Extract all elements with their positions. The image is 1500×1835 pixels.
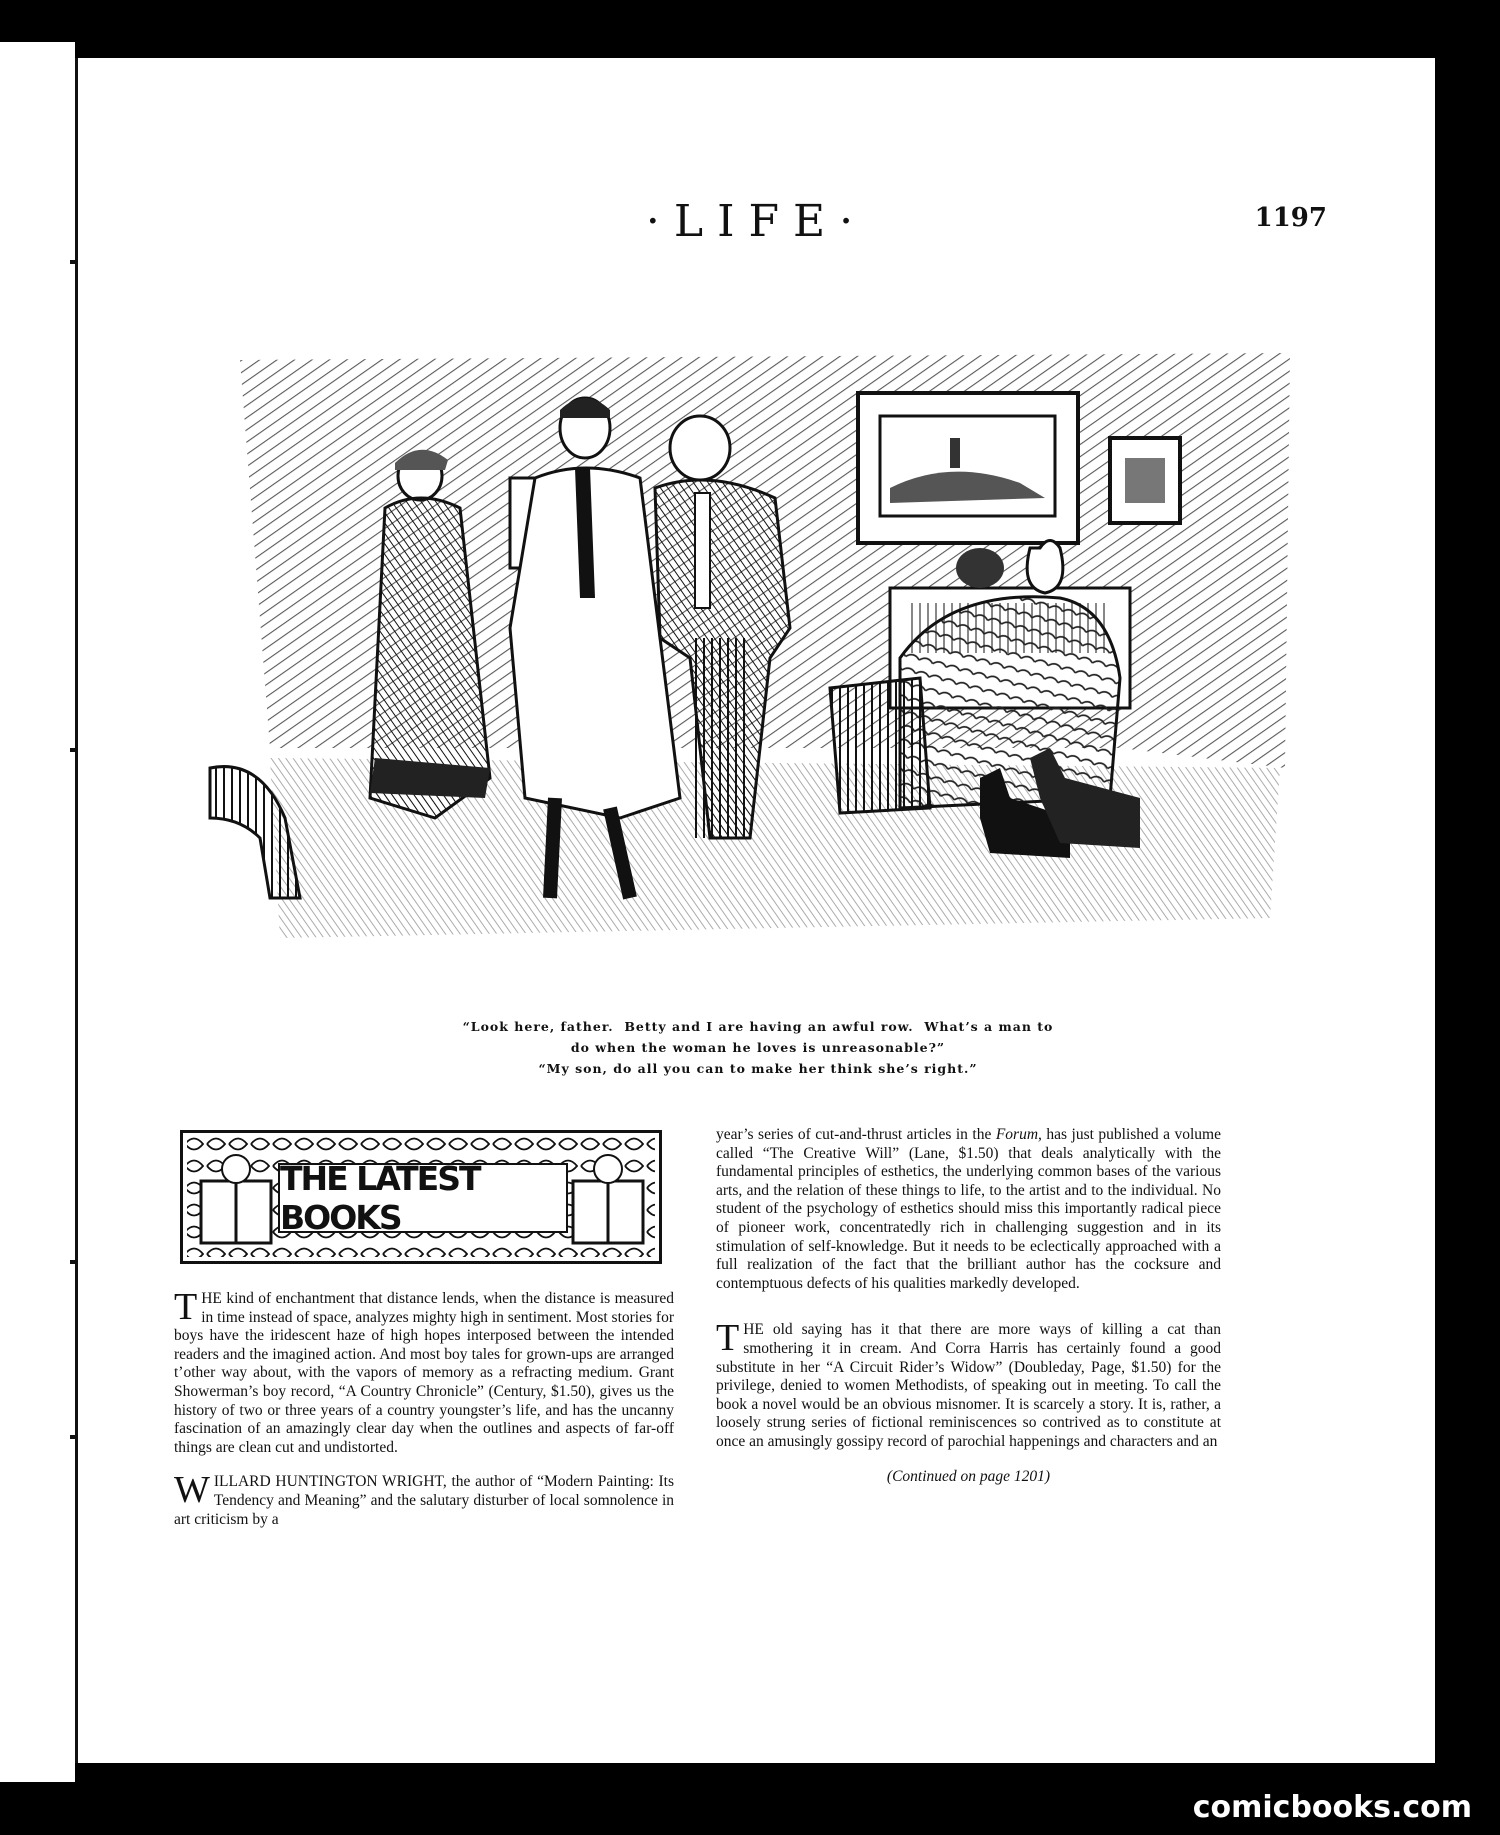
paragraph — [174, 1469, 674, 1529]
watermark: comicbooks.com — [1192, 1790, 1472, 1825]
page-number: 1197 — [1254, 203, 1327, 233]
cartoon-illustration — [190, 298, 1290, 1068]
section-title: THE LATEST BOOKS — [278, 1163, 568, 1233]
caption-line: “Look here, father. Betty and I are having an awful row. What’s a man to — [462, 1019, 1054, 1034]
paragraph-text: has just published a volume called “The Creative Will” (Lane, $1.50) that deals analytically with the fundamental principles of esthetics, the underlying common bases of the various arts, and the relation of these things to life, to the artist and to the individual. No student of the psychology of esthetics should miss this importantly radical piece of pioneer work, concentratedly rich in challenging suggestion and in its stimulation of self-knowledge. But it needs to be eclectically approached with a full realization of the fact that the brilliant author has the cocksure and contemptuous defects of his qualities markedly developed. — [716, 1126, 1221, 1292]
paragraph — [716, 1126, 1221, 1293]
right-column — [716, 1126, 1221, 1486]
latest-books-banner — [180, 1130, 662, 1264]
left-column — [174, 1286, 674, 1545]
paragraph — [716, 1317, 1221, 1451]
periodical-title: Forum, — [995, 1126, 1042, 1143]
paragraph-text: year’s series of cut-and-thrust articles in the — [716, 1126, 996, 1143]
cartoon-caption — [238, 1016, 1278, 1079]
continued-note: (Continued on page 1201) — [886, 1467, 1051, 1485]
masthead: ·LIFE· — [645, 196, 868, 247]
drop-cap: W — [174, 1469, 210, 1512]
drop-cap: T — [716, 1317, 740, 1360]
paragraph — [174, 1286, 674, 1457]
magazine-page — [75, 58, 1435, 1763]
left-margin-strip — [0, 42, 75, 1782]
caption-line: do when the woman he loves is unreasonable?” — [570, 1040, 946, 1055]
paragraph-text: ILLARD HUNTINGTON WRIGHT, the author of “Modern Painting: Its Tendency and Meaning” and the salutary disturber of local somnolence in art criticism by a — [174, 1473, 674, 1528]
paragraph-text: HE old saying has it that there are more ways of killing a cat than smothering it in cream. And Corra Harris has certainly found a good substitute in her “A Circuit Rider’s Widow” (Doubleday, Page, $1.50) for the privilege, denied to women Methodists, of speaking out in meeting. To call the book a novel would be an obvious misnomer. It is scarcely a story. It is, rather, a loosely strung series of fictional reminiscences so contrived as to constitute at once an amusingly gossipy record of parochial happenings and characters and an — [716, 1321, 1221, 1450]
drop-cap: T — [174, 1286, 198, 1328]
paragraph-text: HE kind of enchantment that distance lends, when the distance is measured in time instead of space, analyzes mighty high in sentiment. Most stories for boys have the iridescent haze of high hopes interposed between the intended readers and the imagined action. And most boy tales for grown-ups are arranged t’other way about, with the vapors of memory as a refracting medium. Grant Showerman’s boy record, “A Country Chronicle” (Century, $1.50), gives us the history of two or three years of a country youngster’s life, and has the uncanny fascination of an amazingly clear day when the outlines and aspects of far-off things are clean cut and undistorted. — [174, 1290, 674, 1456]
wall-picture — [858, 393, 1078, 543]
caption-line: “My son, do all you can to make her think she’s right.” — [538, 1061, 978, 1076]
